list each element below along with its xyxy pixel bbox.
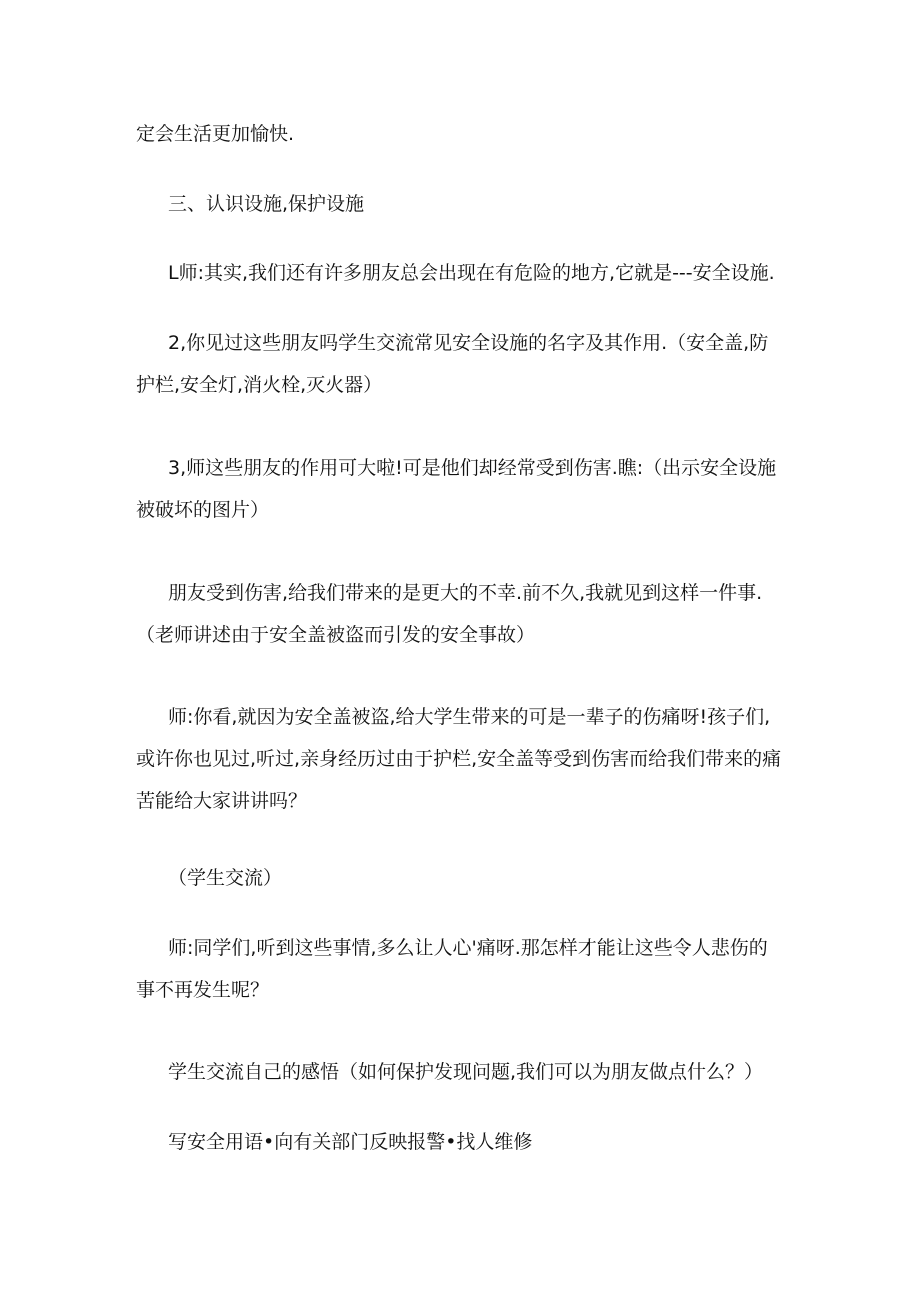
paragraph-teacher-question: 师:你看,就因为安全盖被盗,给大学生带来的可是一辈子的伤痛呀!孩子们,或许你也见过,听过,亲身经历过由于护栏,安全盖等受到伤害而给我们带来的痛苦能给大家讲讲吗？ <box>136 706 782 812</box>
section-heading: 三、认识设施,保护设施 <box>168 193 365 215</box>
paragraph-teacher-prompt: 师:同学们,听到这些事情,多么让人心'痛呀.那怎样才能让这些令人悲伤的事不再发生呢？ <box>136 937 768 1001</box>
paragraph-step-1: L师:其实,我们还有许多朋友总会出现在有危险的地方,它就是---安全设施. <box>168 262 775 284</box>
paragraph-actions: 写安全用语•向有关部门反映报警•找人维修 <box>168 1131 533 1153</box>
paragraph-step-2: 2,你见过这些朋友吗学生交流常见安全设施的名字及其作用.（安全盖,防护栏,安全灯,消火栓,灭火器） <box>136 332 769 396</box>
paragraph-continuation: 定会生活更加愉快. <box>136 123 295 145</box>
paragraph-student-exchange: （学生交流） <box>168 867 283 889</box>
paragraph-step-3: 3,师这些朋友的作用可大啦!可是他们却经常受到伤害.瞧:（出示安全设施被破坏的图片） <box>136 457 777 521</box>
paragraph-reflection: 学生交流自己的感悟（如何保护发现问题,我们可以为朋友做点什么？） <box>168 1061 764 1083</box>
paragraph-story: 朋友受到伤害,给我们带来的是更大的不幸.前不久,我就见到这样一件事.（老师讲述由于安全盖被盗而引发的安全事故） <box>136 582 763 646</box>
